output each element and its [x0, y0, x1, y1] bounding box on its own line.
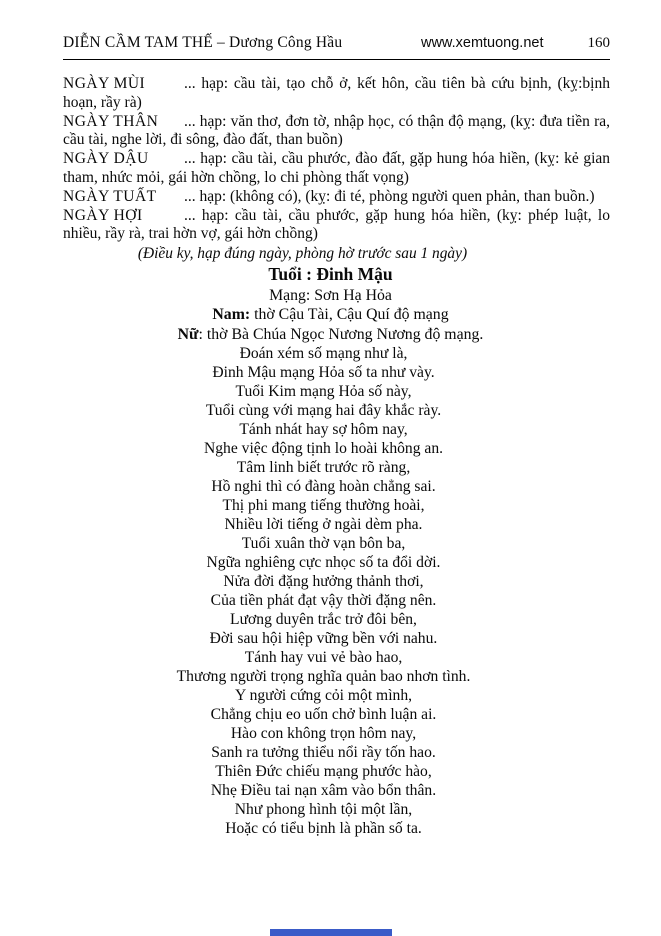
page-content	[63, 34, 610, 838]
poem-line: Nghe việc động tịnh lo hoài không an.	[203, 440, 444, 458]
poem-line: Đinh Mậu mạng Hỏa số ta như vày.	[212, 364, 435, 382]
poem-line: Đoán xém số mạng như là,	[239, 345, 408, 363]
poem-line: Tuổi cùng với mạng hai đây khắc rày.	[205, 402, 442, 420]
poem-line: Tuổi Kim mạng Hỏa số này,	[235, 383, 412, 401]
poem-line: Hồ nghi thì có đàng hoàn chẳng sai.	[211, 478, 436, 496]
poem-line: Hào con không trọn hôm nay,	[230, 725, 417, 743]
page-number: 160	[587, 35, 610, 51]
female-text: : thờ Bà Chúa Ngọc Nương Nương độ mạng.	[198, 325, 484, 343]
female-label: Nữ	[177, 325, 199, 343]
poem-line: Của tiền phát đạt vậy thời đặng nên.	[210, 592, 437, 610]
poem-line: Tánh hay vui vẻ bào hao,	[244, 649, 403, 667]
day-name: NGÀY HỢI	[63, 206, 143, 224]
book-title: DIỄN CẦM TAM THẾ – Dương Công Hầu	[63, 34, 343, 51]
note-line: (Điều ky, hạp đúng ngày, phòng hờ trước sau 1 ngày)	[137, 245, 468, 263]
day-details: ... hạp: cầu tài, cầu phước, gặp hung hóa hiền, (kỵ: phép luật, lo nhiều, rầy rà, trai hờn vợ, gái hờn chồng)	[63, 206, 610, 243]
page-header	[63, 34, 610, 52]
day-entry	[63, 150, 610, 188]
poem-line: Đời sau hội hiệp vững bền với nahu.	[209, 630, 438, 648]
poem-line: Như phong hình tội một lần,	[234, 801, 413, 819]
poem-line: Sanh ra tưởng thiểu nổi rầy tốn hao.	[211, 744, 436, 762]
day-name: NGÀY THÂN	[63, 112, 159, 130]
day-details: ... hạp: cầu tài, tạo chỗ ở, kết hôn, cầu tiên bà cứu bịnh, (kỵ:bịnh hoạn, rầy rà)	[63, 75, 610, 111]
poem-line: Lương duyên trắc trở đôi bên,	[230, 611, 417, 629]
poem-line: Tuổi xuân thờ vạn bôn ba,	[241, 535, 406, 553]
poem-line: Nửa đời đặng hưởng thảnh thơi,	[223, 573, 424, 591]
day-entry	[63, 207, 610, 245]
day-entry	[63, 188, 610, 207]
day-name: NGÀY TUẤT	[63, 187, 157, 205]
poem-line: Chẳng chịu eo uốn chở bình luận ai.	[210, 706, 437, 724]
bottom-blue-bar	[270, 929, 392, 936]
day-entry	[63, 75, 610, 113]
header-right	[421, 35, 610, 52]
female-worship-line	[57, 325, 604, 345]
age-heading: Tuổi : Đinh Mậu	[268, 264, 393, 285]
website-url: www.xemtuong.net	[420, 35, 544, 51]
male-label: Nam:	[212, 306, 251, 324]
poem-line: Nhẹ Điều tai nạn xâm vào bổn thân.	[210, 782, 437, 800]
poem-line: Ngữa nghiêng cực nhọc số ta đổi dời.	[206, 554, 441, 572]
male-worship-line	[57, 305, 604, 325]
day-details: ... hạp: cầu tài, cầu phước, đào đất, gặp hung hóa hiền, (kỵ: kẻ gian tham, nhức mỏi, gái hờn chồng, lo chi phòng thất vọng)	[63, 150, 610, 186]
poem-line: Tâm linh biết trước rõ ràng,	[236, 459, 411, 477]
day-details: ... hạp: (không có), (kỵ: đi té, phòng người quen phản, than buồn.)	[184, 187, 595, 205]
day-name: NGÀY MÙI	[63, 75, 146, 92]
poem-line: Tánh nhát hay sợ hôm nay,	[239, 421, 408, 439]
poem	[50, 344, 597, 838]
day-details: ... hạp: văn thơ, đơn tờ, nhập học, có thận độ mạng, (kỵ: đưa tiền ra, cầu tài, nghe lời, đi sông, đào đất, than buồn)	[63, 112, 610, 149]
poem-line: Nhiều lời tiếng ở ngài dèm pha.	[224, 516, 423, 534]
destiny-line: Mạng: Sơn Hạ Hỏa	[269, 286, 392, 304]
day-name: NGÀY DẬU	[63, 150, 149, 168]
poem-line: Hoặc có tiểu bịnh là phần số ta.	[225, 820, 422, 838]
day-entry	[63, 113, 610, 151]
male-text: thờ Cậu Tài, Cậu Quí độ mạng	[250, 306, 449, 324]
poem-line: Thị phi mang tiếng thường hoài,	[222, 497, 425, 515]
day-entries	[63, 75, 610, 244]
poem-line: Y người cứng cỏi một mình,	[234, 687, 413, 705]
poem-line: Thiên Đức chiếu mạng phước hào,	[215, 763, 432, 781]
poem-line: Thương người trọng nghĩa quản bao nhơn tình.	[176, 668, 471, 686]
header-divider	[63, 59, 610, 60]
